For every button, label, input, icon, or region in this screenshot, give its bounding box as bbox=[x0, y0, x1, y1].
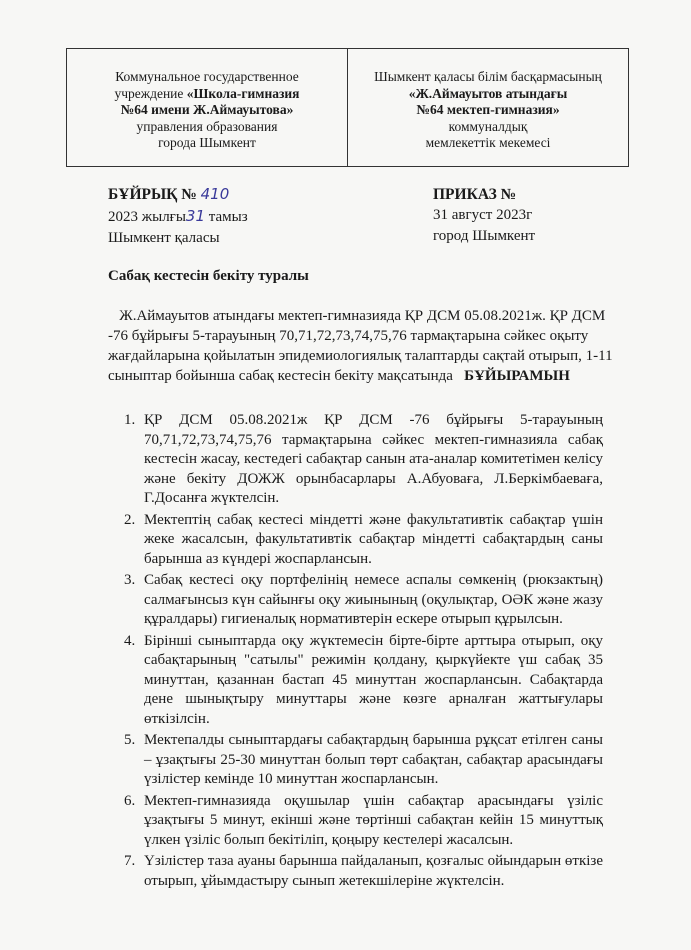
order-title-ru: ПРИКАЗ № bbox=[433, 186, 517, 203]
order-item bbox=[110, 792, 603, 851]
intro-text: Ж.Аймауытов атындағы мектеп-гимназияда ҚР ДСМ 05.08.2021ж. ҚР ДСМ -76 бұйрығы 5-тарауының 70,71,72,73,74,75,76 тармақтарына сәйкес оқыту жағдайларына қойылатын эпидемиологиялық талаптарды сақтай отырып, 1-11 сыныптар бойынша сабақ кестесін бекіту мақсатында bbox=[108, 308, 613, 384]
order-month-kz: тамыз bbox=[208, 209, 248, 225]
order-item-text: Бірінші сыныптарда оқу жүктемесін бірте-бірте арттыра отырып, оқу сабақтарының "сатылы" режимін қолдану, қыркүйекте үш сабақ 35 минуттан, қазаннан бастап 45 минуттан жоспарлансын. Сабақтарда дене шынықтыру минуттары және көзге арналған жаттығулары өткізілсін. bbox=[144, 632, 603, 727]
letterhead-ru-line1: Коммунальное государственное bbox=[115, 69, 299, 84]
letterhead-ru-line2-bold: «Школа-гимназия bbox=[186, 85, 300, 101]
letterhead-kz-line2: «Ж.Аймауытов атындағы bbox=[408, 85, 568, 101]
intro-paragraph bbox=[108, 306, 613, 386]
order-item-text: ҚР ДСМ 05.08.2021ж ҚР ДСМ -76 бұйрығы 5-тарауының 70,71,72,73,74,75,76 тармақтарына сәйкес мектеп-гимназияла сабақ кестесін жасау, кестедегі сабақтар санын ата-аналар комитетімен келісу және бекіту ДОЖЖ орынбасарлары А.Абуоваға, Л.Беркімбаеваға, Г.Досанға жүктелсін. bbox=[144, 412, 603, 506]
letterhead-ru-line2-prefix: учреждение bbox=[114, 85, 184, 101]
order-block-kazakh bbox=[108, 184, 248, 249]
order-item bbox=[110, 852, 603, 891]
order-item bbox=[110, 632, 603, 730]
order-item-text: Үзілістер таза ауаны барынша пайдаланып, қозғалыс ойындарын өткізе отырып, ұйымдастыру сынып жетекшілеріне жүктелсін. bbox=[144, 853, 603, 889]
letterhead-kz-line5: мемлекеттік мекемесі bbox=[425, 135, 551, 150]
order-block-russian bbox=[433, 184, 535, 247]
order-date-ru: 31 август 2023г bbox=[433, 207, 533, 223]
order-item-number: 4. bbox=[124, 632, 136, 649]
letterhead-kz-line1: Шымкент қаласы білім басқармасының bbox=[374, 69, 602, 84]
letterhead-ru-line3: №64 имени Ж.Аймауытова» bbox=[120, 102, 294, 117]
letterhead-russian bbox=[67, 49, 348, 166]
order-item-number: 6. bbox=[124, 792, 136, 809]
order-item-number: 5. bbox=[124, 732, 136, 748]
order-item bbox=[110, 511, 603, 570]
letterhead-kazakh bbox=[348, 49, 628, 166]
order-year-kz: 2023 жылғы bbox=[108, 209, 186, 225]
order-items-list bbox=[110, 411, 603, 893]
order-item-number: 1. bbox=[124, 412, 136, 428]
letterhead-kz-line4: коммуналдық bbox=[448, 118, 528, 134]
intro-command: БҰЙЫРАМЫН bbox=[464, 368, 570, 384]
letterhead-box bbox=[66, 48, 629, 167]
order-item-text: Мектептің сабақ кестесі міндетті және факультативтік сабақтар үшін жеке жасалсын, факультативтік сабақтар міндетті сабақтардың саны барынша аз күндері жоспарлансын. bbox=[144, 511, 603, 567]
order-item bbox=[110, 411, 603, 509]
order-day-handwritten: 31 bbox=[185, 207, 206, 225]
order-item-text: Сабақ кестесі оқу портфелінің немесе аспалы сөмкенің (рюкзактың) салмағынсыз күн сайынғы оқу жиынының (оқулықтар, ОӘК және жазу құралдары) гигиеналық нормативтерін ескере отырып құрылсын. bbox=[144, 572, 603, 627]
order-number-handwritten: 410 bbox=[200, 185, 230, 203]
order-item-number: 2. bbox=[124, 511, 136, 528]
order-title-kz: БҰЙРЫҚ № bbox=[108, 186, 197, 203]
order-item-text: Мектеп-гимназияда оқушылар үшін сабақтар арасындағы үзіліс ұзақтығы 5 минут, екінші және төртінші сабақтан кейін 15 минуттық үлкен үзіліс болып бекітіліп, қоңыру кестелері жасалсын. bbox=[144, 792, 603, 848]
letterhead-kz-line3: №64 мектеп-гимназия» bbox=[416, 102, 560, 117]
order-item bbox=[110, 571, 603, 630]
order-city-kz: Шымкент қаласы bbox=[108, 230, 220, 246]
letterhead-ru-line4: управления образования bbox=[136, 118, 278, 134]
order-city-ru: город Шымкент bbox=[433, 228, 536, 244]
order-item-number: 7. bbox=[124, 853, 136, 869]
order-item bbox=[110, 731, 603, 790]
letterhead-ru-line5: города Шымкент bbox=[158, 135, 256, 150]
order-subject: Сабақ кестесін бекіту туралы bbox=[108, 268, 309, 284]
order-item-text: Мектепалды сыныптардағы сабақтардың барынша рұқсат етілген саны – ұзақтығы 25-30 минуттан болып төрт сабақтан, сабақтар арасындағы үзілістер кемінде 10 минуттан жоспарлансын. bbox=[144, 732, 603, 787]
order-item-number: 3. bbox=[124, 572, 136, 588]
